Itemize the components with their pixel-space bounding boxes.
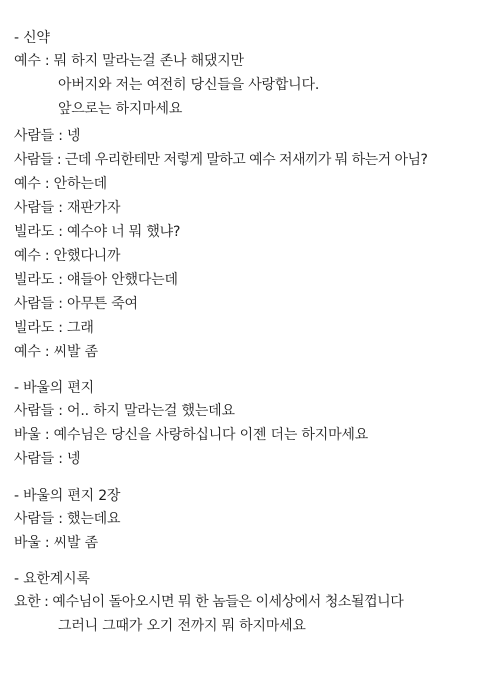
dialogue-line: 사람들 : 근데 우리한테만 저렇게 말하고 예수 저새끼가 뭐 하는거 아님? (14, 152, 428, 168)
dialogue-line: 예수 : 안했다니까 (14, 248, 121, 264)
dialogue-line: 사람들 : 재판가자 (14, 200, 121, 216)
dialogue-line: 빌라도 : 얘들아 안했다는데 (14, 272, 178, 288)
dialogue-line: 예수 : 씨발 좀 (14, 344, 98, 360)
dialogue-continuation: 그러니 그때가 오기 전까지 뭐 하지마세요 (58, 618, 306, 634)
section-heading: - 바울의 편지 2장 (14, 488, 121, 504)
dialogue-line: 빌라도 : 예수야 너 뭐 했냐? (14, 224, 181, 240)
section-heading: - 신약 (14, 30, 50, 46)
dialogue-continuation: 앞으로는 하지마세요 (58, 101, 183, 117)
dialogue-line: 바울 : 예수님은 당신을 사랑하십니다 이젠 더는 하지마세요 (14, 427, 369, 443)
dialogue-line: 바울 : 씨발 좀 (14, 535, 98, 551)
dialogue-line: 사람들 : 넹 (14, 451, 81, 467)
dialogue-line: 예수 : 뭐 하지 말라는걸 존나 해댔지만 (14, 53, 244, 69)
dialogue-continuation: 아버지와 저는 여전히 당신들을 사랑합니다. (58, 77, 320, 93)
dialogue-line: 빌라도 : 그래 (14, 320, 94, 336)
dialogue-line: 예수 : 안하는데 (14, 176, 107, 192)
dialogue-line: 사람들 : 넹 (14, 128, 81, 144)
dialogue-line: 사람들 : 아무튼 죽여 (14, 296, 138, 312)
dialogue-line: 사람들 : 했는데요 (14, 511, 121, 527)
section-heading: - 요한계시록 (14, 571, 90, 587)
dialogue-line: 사람들 : 어.. 하지 말라는걸 했는데요 (14, 403, 235, 419)
dialogue-line: 요한 : 예수님이 돌아오시면 뭐 한 놈들은 이세상에서 청소될껍니다 (14, 594, 404, 610)
section-heading: - 바울의 편지 (14, 380, 94, 396)
